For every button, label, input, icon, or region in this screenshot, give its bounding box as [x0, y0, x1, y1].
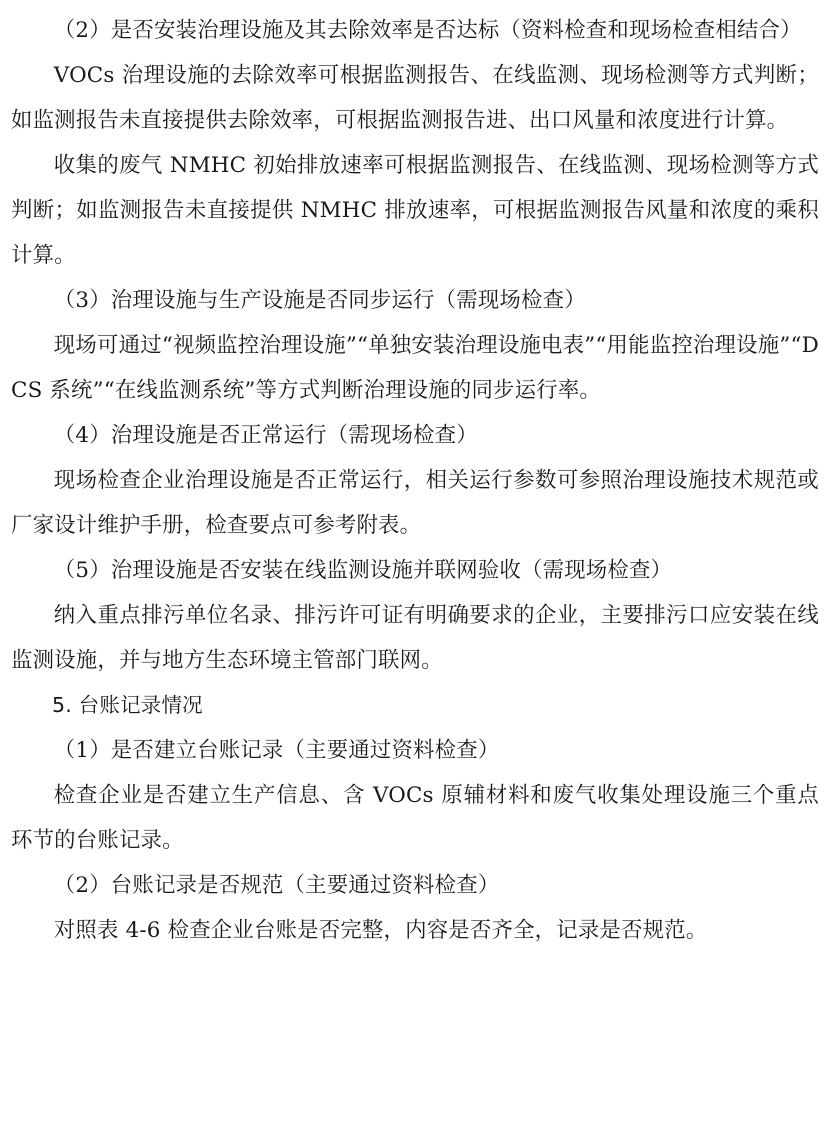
paragraph-online-monitoring-requirement: 纳入重点排污单位名录、排污许可证有明确要求的企业，主要排污口应安装在线监测设施，并与地方生态环境主管部门联网。 [11, 603, 819, 673]
section-heading-ledger-records: 5. 台账记录情况 [52, 693, 203, 717]
subheading-online-monitoring: （5）治理设施是否安装在线监测设施并联网验收（需现场检查） [53, 558, 673, 583]
subheading-removal-efficiency: （2）是否安装治理设施及其去除效率是否达标（资料检查和现场检查相结合） [53, 18, 802, 43]
subheading-ledger-standardized: （2）台账记录是否规范（主要通过资料检查） [53, 873, 500, 898]
paragraph-ledger-established-check: 检查企业是否建立生产信息、含 VOCs 原辅材料和废气收集处理设施三个重点环节的台账记录。 [11, 783, 819, 853]
subheading-normal-operation: （4）治理设施是否正常运行（需现场检查） [53, 423, 478, 448]
subheading-ledger-established: （1）是否建立台账记录（主要通过资料检查） [53, 738, 500, 763]
paragraph-synchronous-operation-methods: 现场可通过“视频监控治理设施”“单独安装治理设施电表”“用能监控治理设施”“DCS 系统”“在线监测系统”等方式判断治理设施的同步运行率。 [11, 333, 819, 403]
paragraph-removal-efficiency-judgement: VOCs 治理设施的去除效率可根据监测报告、在线监测、现场检测等方式判断；如监测报告未直接提供去除效率，可根据监测报告进、出口风量和浓度进行计算。 [11, 63, 819, 133]
paragraph-nmhc-emission-rate: 收集的废气 NMHC 初始排放速率可根据监测报告、在线监测、现场检测等方式判断；如监测报告未直接提供 NMHC 排放速率，可根据监测报告风量和浓度的乘积计算。 [11, 153, 819, 268]
paragraph-normal-operation-check: 现场检查企业治理设施是否正常运行，相关运行参数可参照治理设施技术规范或厂家设计维护手册，检查要点可参考附表。 [11, 468, 819, 538]
paragraph-ledger-standardized-check: 对照表 4-6 检查企业台账是否完整，内容是否齐全，记录是否规范。 [53, 918, 708, 943]
subheading-synchronous-operation: （3）治理设施与生产设施是否同步运行（需现场检查） [53, 288, 586, 313]
